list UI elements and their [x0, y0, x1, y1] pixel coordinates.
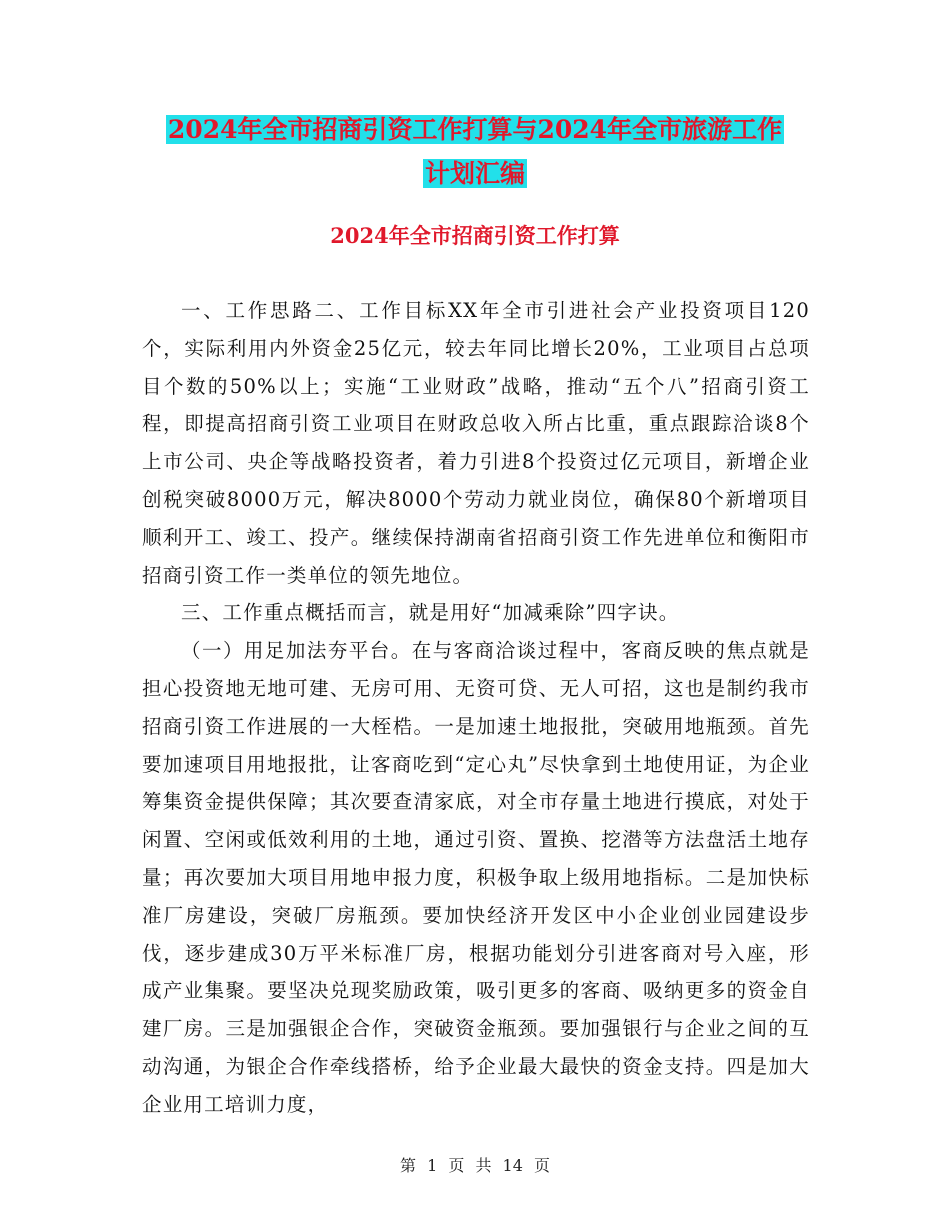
paragraph-goals: 一、工作思路二、工作目标XX年全市引进社会产业投资项目120个，实际利用内外资金25亿元，较去年同比增长20%，工业项目占总项目个数的50%以上；实施“工业财政”战略，推动“五个八”招商引资工程，即提高招商引资工业项目在财政总收入所占比重，重点跟踪洽谈8个上市公司、央企等战略投资者，着力引进8个投资过亿元项目，新增企业创税突破8000万元，解决8000个劳动力就业岗位，确保80个新增项目顺利开工、竣工、投产。继续保持湖南省招商引资工作先进单位和衡阳市招商引资工作一类单位的领先地位。 [142, 299, 810, 587]
paragraph-addition: （一）用足加法夯平台。在与客商洽谈过程中，客商反映的焦点就是担心投资地无地可建、无房可用、无资可贷、无人可招，这也是制约我市招商引资工作进展的一大桎梏。一是加速土地报批，突破用地瓶颈。首先要加速项目用地报批，让客商吃到“定心丸”尽快拿到土地使用证，为企业筹集资金提供保障；其次要查清家底，对全市存量土地进行摸底，对处于闲置、空闲或低效利用的土地，通过引资、置换、挖潜等方法盘活土地存量；再次要加大项目用地申报力度，积极争取上级用地指标。二是加快标准厂房建设，突破厂房瓶颈。要加快经济开发区中小企业创业园建设步伐，逐步建成30万平米标准厂房，根据功能划分引进客商对号入座，形成产业集聚。要坚决兑现奖励政策，吸引更多的客商、吸纳更多的资金自建厂房。三是加强银企合作，突破资金瓶颈。要加强银行与企业之间的互动沟通，为银企合作牵线搭桥，给予企业最大最快的资金支持。四是加大企业用工培训力度， [142, 639, 810, 1116]
paragraph-focus: 三、工作重点概括而言，就是用好“加减乘除”四字诀。 [181, 601, 680, 625]
section-heading: 2024年全市招商引资工作打算 [330, 223, 620, 248]
title-line-2: 计划汇编 [424, 159, 525, 188]
body-text [142, 292, 810, 1124]
page-footer: 第 1 页 共 14 页 [400, 1156, 550, 1175]
title-line-1: 2024年全市招商引资工作打算与2024年全市旅游工作 [167, 115, 783, 144]
document-title [0, 108, 950, 196]
